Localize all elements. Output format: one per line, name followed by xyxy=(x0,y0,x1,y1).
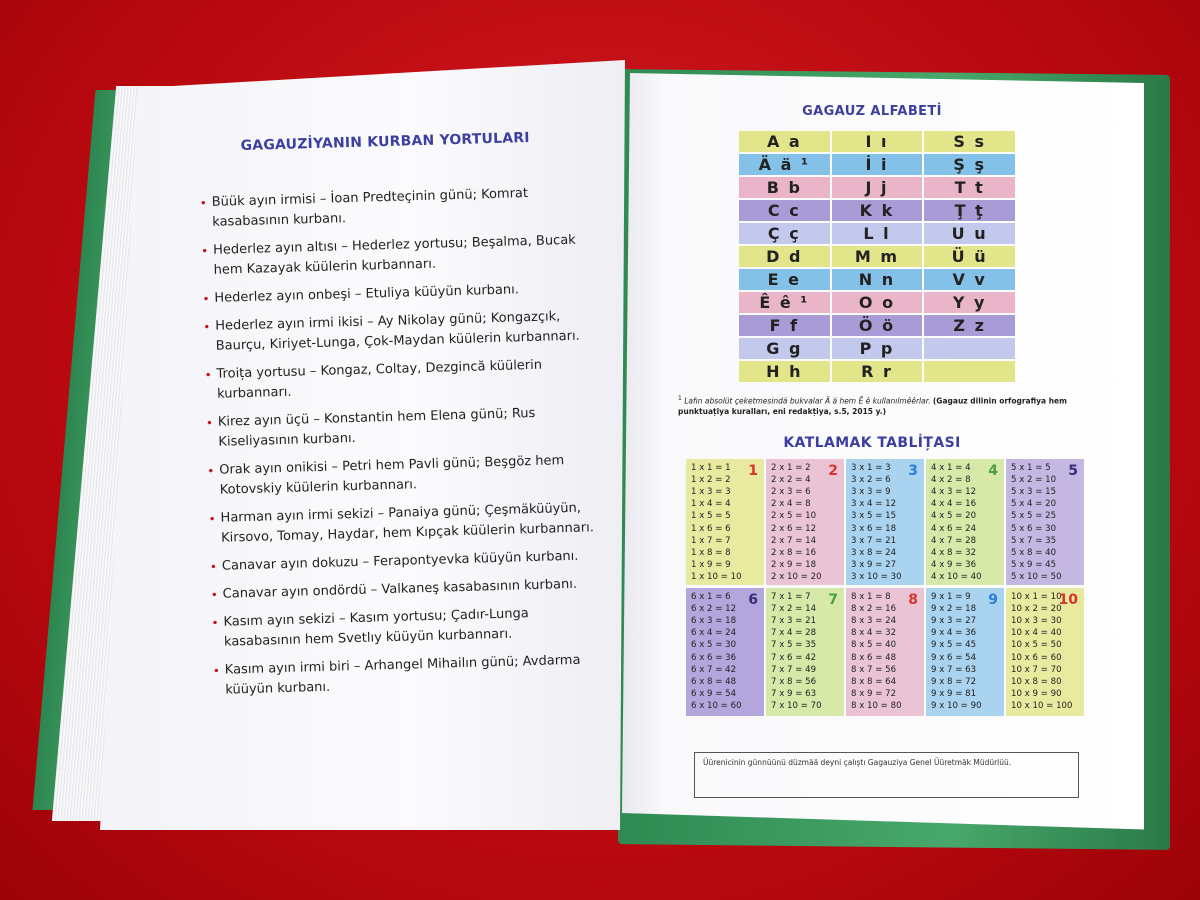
times-table-line: 6 x 10 = 60 xyxy=(691,701,742,712)
multiplication-grid xyxy=(686,459,1078,716)
holiday-item xyxy=(210,574,612,605)
times-table-line: 8 x 2 = 16 xyxy=(851,603,897,614)
letter-cell: Ê ê ¹ xyxy=(739,292,830,313)
times-table-line: 8 x 9 = 72 xyxy=(851,689,897,700)
times-table-number: 3 xyxy=(908,462,918,479)
times-table-line: 1 x 9 = 9 xyxy=(691,560,731,571)
times-table-line: 3 x 3 = 9 xyxy=(851,486,891,497)
footnote-text: Lafın absolüt çeketmesindä bukvalar Ä ä hem Ê ê kullanılmêêrlar. xyxy=(684,396,931,406)
times-table-line: 8 x 8 = 64 xyxy=(851,676,897,687)
bullet-icon: • xyxy=(209,559,218,575)
times-table-line: 6 x 4 = 24 xyxy=(691,628,737,639)
alphabet-row xyxy=(739,292,1015,313)
bullet-icon: • xyxy=(208,511,216,527)
times-table-line: 3 x 1 = 3 xyxy=(851,462,891,473)
times-table-8 xyxy=(846,588,924,716)
times-table-number: 10 xyxy=(1058,591,1078,608)
times-table-line: 2 x 4 = 8 xyxy=(771,499,811,510)
times-table-line: 2 x 10 = 20 xyxy=(771,572,822,583)
times-table-line: 3 x 9 = 27 xyxy=(851,560,897,571)
letter-cell xyxy=(924,338,1015,359)
letter-cell: V v xyxy=(924,269,1015,290)
holiday-line: Kasım ayın irmi biri – Arhangel Mihailın günü; Avdarma xyxy=(224,652,581,678)
left-page-title: GAGAUZİYANIN KURBAN YORTULARI xyxy=(240,129,530,155)
holiday-line: Orak ayın onikisi – Petri hem Pavli günü; Beşgöz hem xyxy=(219,453,565,478)
times-table-line: 5 x 10 = 50 xyxy=(1011,572,1062,583)
letter-cell: U u xyxy=(924,223,1015,244)
times-table-line: 6 x 2 = 12 xyxy=(691,603,737,614)
times-table-line: 1 x 6 = 6 xyxy=(691,523,731,534)
letter-cell: F f xyxy=(739,315,830,336)
footnote-marker: 1 xyxy=(678,395,682,402)
holiday-item xyxy=(211,602,614,653)
bullet-icon: • xyxy=(210,587,218,603)
times-table-number: 4 xyxy=(988,462,998,479)
letter-cell: Ü ü xyxy=(924,246,1015,267)
holiday-line: Kiseliyasının kurbanı. xyxy=(218,430,356,450)
times-table-line: 9 x 4 = 36 xyxy=(931,628,977,639)
times-table-number: 7 xyxy=(828,591,838,608)
times-table-number: 9 xyxy=(988,591,998,608)
letter-cell: G g xyxy=(739,338,830,359)
times-table-line: 10 x 1 = 10 xyxy=(1011,591,1062,602)
times-table-line: 6 x 6 = 36 xyxy=(691,652,737,663)
times-table-line: 5 x 8 = 40 xyxy=(1011,547,1057,558)
holiday-line: kasabasının kurbanı. xyxy=(212,211,347,230)
multiplication-title: KATLAMAK TABLİȚASI xyxy=(783,434,961,451)
times-table-1 xyxy=(686,459,764,585)
bullet-icon: • xyxy=(205,415,214,431)
letter-cell: T t xyxy=(924,177,1015,198)
holiday-item xyxy=(207,450,610,501)
right-page-content xyxy=(672,104,1078,716)
times-table-line: 2 x 6 = 12 xyxy=(771,523,817,534)
times-table-6 xyxy=(686,588,764,716)
times-table-line: 2 x 1 = 2 xyxy=(771,462,811,473)
bullet-icon: • xyxy=(199,195,208,211)
times-table-line: 10 x 10 = 100 xyxy=(1011,701,1073,712)
times-table-line: 10 x 9 = 90 xyxy=(1011,689,1062,700)
times-table-line: 1 x 4 = 4 xyxy=(691,499,731,510)
letter-cell: I ı xyxy=(832,131,923,152)
bottom-note: Üürenicinin günnüünü düzmää deyni çalıştı Gagauziya Genel Üüretmäk Müdürlüü. xyxy=(703,758,1012,767)
holiday-line: kasabasının hem Svetlıy küüyün kurbannarı. xyxy=(223,626,513,650)
times-table-line: 8 x 6 = 48 xyxy=(851,652,897,663)
holiday-line: Hederlez ayın irmi ikisi – Ay Nikolay günü; Kongazçık, xyxy=(215,309,561,334)
left-page-content xyxy=(170,128,616,710)
times-table-line: 9 x 2 = 18 xyxy=(931,603,977,614)
letter-cell: D d xyxy=(739,246,830,267)
times-table-line: 6 x 5 = 30 xyxy=(691,640,737,651)
holiday-item xyxy=(204,354,607,405)
times-table-line: 4 x 8 = 32 xyxy=(931,547,977,558)
times-table-line: 10 x 3 = 30 xyxy=(1011,615,1062,626)
alphabet-row xyxy=(739,177,1015,198)
times-table-line: 10 x 8 = 80 xyxy=(1011,676,1062,687)
holiday-line: Hederlez ayın onbeşi – Etuliya küüyün kurbanı. xyxy=(214,282,520,306)
alphabet-row xyxy=(739,223,1015,244)
alphabet-table xyxy=(737,129,1017,384)
letter-cell: Ş ş xyxy=(924,154,1015,175)
alphabet-row xyxy=(739,338,1015,359)
times-table-line: 2 x 8 = 16 xyxy=(771,547,817,558)
times-table-line: 9 x 3 = 27 xyxy=(931,615,977,626)
holiday-line: Büük ayın irmisi – İoan Predteçinin günü; Komrat xyxy=(211,186,529,210)
holiday-item xyxy=(208,498,611,549)
times-table-4 xyxy=(926,459,1004,585)
times-table-line: 10 x 6 = 60 xyxy=(1011,652,1062,663)
times-table-line: 10 x 4 = 40 xyxy=(1011,628,1062,639)
times-table-line: 5 x 9 = 45 xyxy=(1011,560,1057,571)
holiday-item xyxy=(200,230,604,281)
holiday-list xyxy=(172,182,616,702)
alphabet-row xyxy=(739,200,1015,221)
times-table-line: 4 x 5 = 20 xyxy=(931,511,977,522)
times-table-line: 9 x 5 = 45 xyxy=(931,640,977,651)
letter-cell: İ i xyxy=(832,154,923,175)
times-table-line: 2 x 2 = 4 xyxy=(771,474,811,485)
times-table-line: 5 x 1 = 5 xyxy=(1011,462,1051,473)
bullet-icon: • xyxy=(204,367,212,383)
times-table-line: 7 x 7 = 49 xyxy=(771,664,817,675)
times-table-line: 1 x 3 = 3 xyxy=(691,486,731,497)
letter-cell: Y y xyxy=(924,292,1015,313)
footnote-source: (Gagauz dilinin orfografiya hem punktuațiya kuralları, eni redakțiya, s.5, 2015 y.) xyxy=(678,396,1067,416)
holiday-line: Baurçu, Kiriyet-Lunga, Çok-Maydan küülerin kurbannarı. xyxy=(215,328,580,354)
letter-cell: Ä ä ¹ xyxy=(739,154,830,175)
times-table-line: 2 x 5 = 10 xyxy=(771,511,817,522)
times-table-line: 8 x 10 = 80 xyxy=(851,701,902,712)
times-table-line: 9 x 6 = 54 xyxy=(931,652,977,663)
holiday-line: Troița yortusu – Kongaz, Coltay, Dezgincă küülerin xyxy=(216,357,543,382)
holiday-line: Hederlez ayın altısı – Hederlez yortusu; Beşalma, Bucak xyxy=(212,232,576,258)
times-table-line: 10 x 2 = 20 xyxy=(1011,603,1062,614)
bullet-icon: • xyxy=(211,615,219,631)
letter-cell: A a xyxy=(739,131,830,152)
alphabet-row xyxy=(739,269,1015,290)
times-table-line: 4 x 3 = 12 xyxy=(931,486,977,497)
times-table-line: 1 x 10 = 10 xyxy=(691,572,742,583)
holiday-item xyxy=(209,546,612,577)
times-table-line: 3 x 8 = 24 xyxy=(851,547,897,558)
holiday-line: Canavar ayın dokuzu – Ferapontyevka küüyün kurbanı. xyxy=(221,548,579,574)
times-table-line: 8 x 4 = 32 xyxy=(851,628,897,639)
times-table-line: 1 x 8 = 8 xyxy=(691,547,731,558)
holiday-item xyxy=(199,182,602,233)
times-table-line: 4 x 4 = 16 xyxy=(931,499,977,510)
letter-cell: H h xyxy=(739,361,830,382)
letter-cell: Ö ö xyxy=(832,315,923,336)
holiday-item xyxy=(212,650,616,701)
times-table-number: 2 xyxy=(828,462,838,479)
times-table-5 xyxy=(1006,459,1084,585)
times-table-line: 5 x 5 = 25 xyxy=(1011,511,1057,522)
times-table-number: 5 xyxy=(1068,462,1078,479)
bottom-note-box xyxy=(694,752,1079,798)
times-table-line: 1 x 2 = 2 xyxy=(691,474,731,485)
times-table-line: 9 x 1 = 9 xyxy=(931,591,971,602)
times-table-line: 7 x 5 = 35 xyxy=(771,640,817,651)
times-table-line: 10 x 7 = 70 xyxy=(1011,664,1062,675)
holiday-line: Kirsovo, Tomay, Haydar, hem Kıpçak küülerin kurbannarı. xyxy=(220,520,595,546)
letter-cell: O o xyxy=(832,292,923,313)
times-table-line: 5 x 3 = 15 xyxy=(1011,486,1057,497)
letter-cell: Ţ ţ xyxy=(924,200,1015,221)
times-table-line: 3 x 6 = 18 xyxy=(851,523,897,534)
times-table-line: 3 x 2 = 6 xyxy=(851,474,891,485)
times-table-line: 6 x 3 = 18 xyxy=(691,615,737,626)
times-table-line: 9 x 8 = 72 xyxy=(931,676,977,687)
times-table-line: 7 x 10 = 70 xyxy=(771,701,822,712)
footnote xyxy=(678,394,1098,417)
letter-cell: B b xyxy=(739,177,830,198)
times-table-line: 1 x 5 = 5 xyxy=(691,511,731,522)
times-table-line: 7 x 1 = 7 xyxy=(771,591,811,602)
letter-cell: E e xyxy=(739,269,830,290)
letter-cell: K k xyxy=(832,200,923,221)
letter-cell: C c xyxy=(739,200,830,221)
times-table-number: 1 xyxy=(748,462,758,479)
letter-cell: R r xyxy=(832,361,923,382)
letter-cell: Ç ç xyxy=(739,223,830,244)
times-table-line: 8 x 7 = 56 xyxy=(851,664,897,675)
times-table-line: 4 x 9 = 36 xyxy=(931,560,977,571)
times-table-line: 8 x 1 = 8 xyxy=(851,591,891,602)
holiday-line: Kasım ayın sekizi – Kasım yortusu; Çadır-Lunga xyxy=(223,606,529,630)
times-table-line: 7 x 9 = 63 xyxy=(771,689,817,700)
times-table-10 xyxy=(1006,588,1084,716)
times-table-line: 7 x 8 = 56 xyxy=(771,676,817,687)
letter-cell: M m xyxy=(832,246,923,267)
holiday-item xyxy=(203,306,606,357)
times-table-line: 6 x 1 = 6 xyxy=(691,591,731,602)
times-table-line: 6 x 8 = 48 xyxy=(691,676,737,687)
letter-cell: P p xyxy=(832,338,923,359)
alphabet-row xyxy=(739,361,1015,382)
alphabet-row xyxy=(739,315,1015,336)
times-table-line: 2 x 3 = 6 xyxy=(771,486,811,497)
alphabet-title: GAGAUZ ALFABETİ xyxy=(802,104,942,119)
times-table-number: 8 xyxy=(908,591,918,608)
times-table-line: 9 x 7 = 63 xyxy=(931,664,977,675)
bullet-icon: • xyxy=(212,663,221,679)
times-table-line: 1 x 7 = 7 xyxy=(691,535,731,546)
times-table-line: 10 x 5 = 50 xyxy=(1011,640,1062,651)
times-table-3 xyxy=(846,459,924,585)
bullet-icon: • xyxy=(202,291,210,307)
holiday-line: kurbannarı. xyxy=(216,384,292,402)
holiday-line: küüyün kurbanı. xyxy=(225,679,331,698)
holiday-line: hem Kazayak küülerin kurbannarı. xyxy=(213,256,437,278)
times-table-line: 2 x 9 = 18 xyxy=(771,560,817,571)
times-table-line: 7 x 4 = 28 xyxy=(771,628,817,639)
letter-cell: L l xyxy=(832,223,923,244)
times-table-line: 9 x 10 = 90 xyxy=(931,701,982,712)
times-table-line: 4 x 6 = 24 xyxy=(931,523,977,534)
times-table-line: 7 x 3 = 21 xyxy=(771,615,817,626)
letter-cell: Z z xyxy=(924,315,1015,336)
times-table-line: 8 x 5 = 40 xyxy=(851,640,897,651)
times-table-line: 5 x 2 = 10 xyxy=(1011,474,1057,485)
times-table-line: 1 x 1 = 1 xyxy=(691,462,731,473)
times-table-line: 5 x 4 = 20 xyxy=(1011,499,1057,510)
times-table-line: 2 x 7 = 14 xyxy=(771,535,817,546)
bullet-icon: • xyxy=(207,463,215,479)
times-table-line: 4 x 10 = 40 xyxy=(931,572,982,583)
times-table-line: 7 x 2 = 14 xyxy=(771,603,817,614)
holiday-item xyxy=(202,278,604,309)
bullet-icon: • xyxy=(203,319,211,335)
times-table-line: 7 x 6 = 42 xyxy=(771,652,817,663)
alphabet-row xyxy=(739,246,1015,267)
letter-cell xyxy=(924,361,1015,382)
letter-cell: S s xyxy=(924,131,1015,152)
holiday-item xyxy=(205,402,609,453)
times-table-line: 3 x 10 = 30 xyxy=(851,572,902,583)
times-table-line: 5 x 6 = 30 xyxy=(1011,523,1057,534)
letter-cell: N n xyxy=(832,269,923,290)
times-table-9 xyxy=(926,588,1004,716)
times-table-line: 4 x 2 = 8 xyxy=(931,474,971,485)
times-table-line: 4 x 7 = 28 xyxy=(931,535,977,546)
letter-cell: J j xyxy=(832,177,923,198)
times-table-line: 3 x 4 = 12 xyxy=(851,499,897,510)
times-table-line: 8 x 3 = 24 xyxy=(851,615,897,626)
alphabet-row xyxy=(739,131,1015,152)
holiday-line: Canavar ayın ondördü – Valkaneş kasabasının kurbanı. xyxy=(222,576,578,602)
times-table-line: 4 x 1 = 4 xyxy=(931,462,971,473)
holiday-line: Kotovskiy küülerin kurbannarı. xyxy=(219,477,418,498)
holiday-line: Kirez ayın üçü – Konstantin hem Elena günü; Rus xyxy=(217,405,536,430)
holiday-line: Harman ayın irmi sekizi – Panaiya günü; Çeşmäküüyün, xyxy=(220,500,582,526)
times-table-7 xyxy=(766,588,844,716)
times-table-line: 6 x 7 = 42 xyxy=(691,664,737,675)
alphabet-row xyxy=(739,154,1015,175)
times-table-2 xyxy=(766,459,844,585)
times-table-line: 3 x 5 = 15 xyxy=(851,511,897,522)
times-table-line: 5 x 7 = 35 xyxy=(1011,535,1057,546)
times-table-line: 6 x 9 = 54 xyxy=(691,689,737,700)
times-table-number: 6 xyxy=(748,591,758,608)
bullet-icon: • xyxy=(200,243,209,259)
times-table-line: 3 x 7 = 21 xyxy=(851,535,897,546)
times-table-line: 9 x 9 = 81 xyxy=(931,689,977,700)
